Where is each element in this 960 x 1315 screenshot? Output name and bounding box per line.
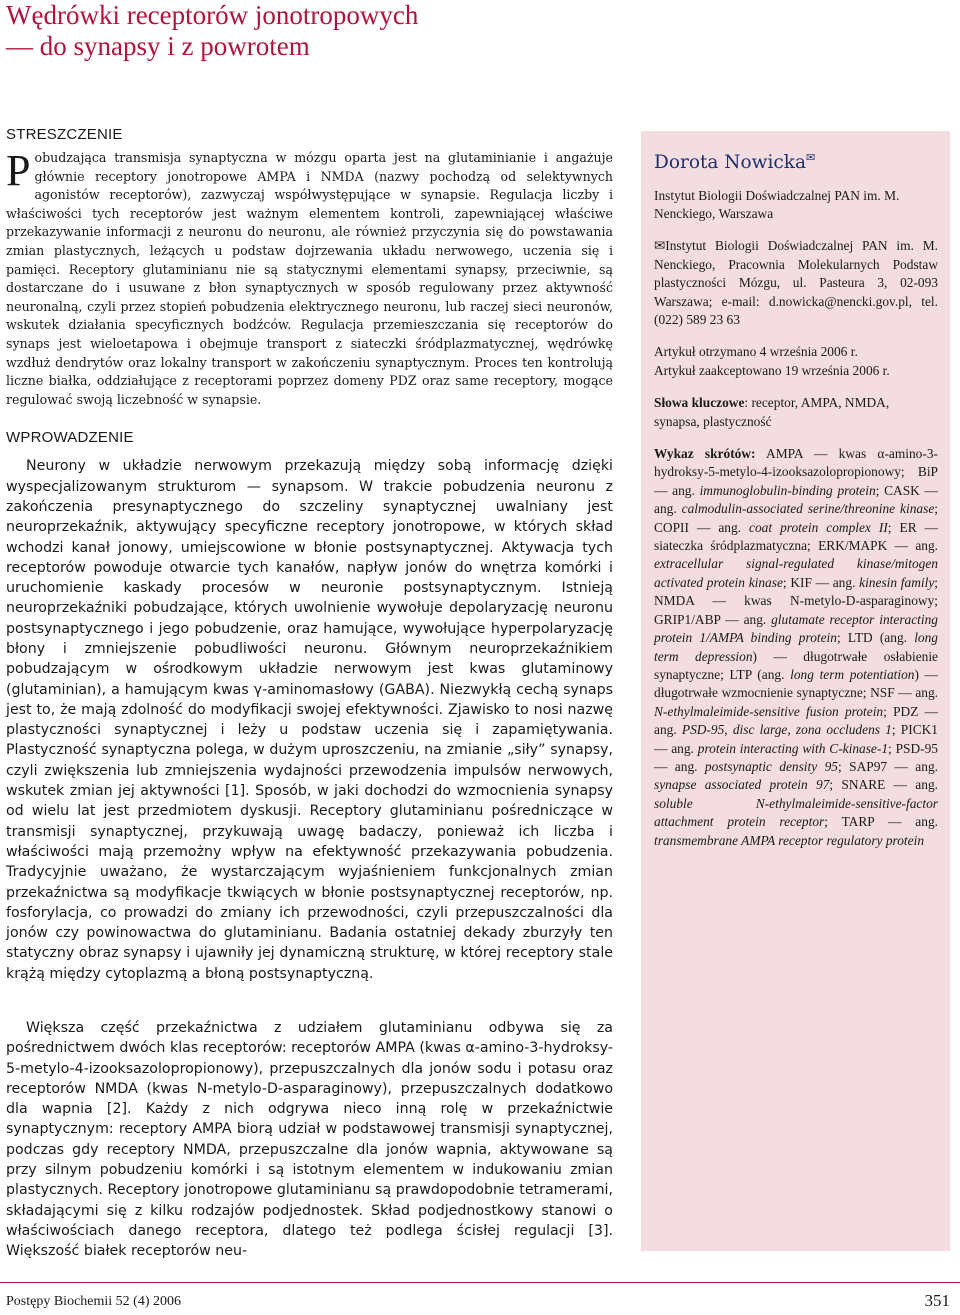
intro-paragraph-2: Większa część przekaźnictwa z udziałem glutaminianu odbywa się za pośrednictwem dwóch klas receptorów: receptorów AMPA (kwas α-amino-3-hydroksy-5-metylo-4-izooksazolopropionowy), przepuszczalnych dla jonów sodu i potasu oraz receptorów NMDA (kwas N-metylo-D-asparaginowy), przepuszczalnych dodatkowo dla wapnia [2]. Każdy z nich odgrywa nieco inną rolę w przekaźnictwie synaptycznym: receptory AMPA biorą udział w podstawowej transmisji synaptycznej, podczas gdy receptory NMDA, przepuszczalne dla jonów wapnia, aktywowane są przy silnym pobudzeniu komórki i są istotnym elementem w indukowaniu zmian plastycznych. Receptory jonotropowe glutaminianu są prawdopodobnie tetramerami, składającymi się z kilku rodzajów podjednostek. Skład podjednostkowy stanowi o właściwościach danego receptora, dlatego też podlega ścisłej regulacji [3]. Większość białek receptorów neu- bbox=[6, 1020, 613, 1260]
page-footer bbox=[0, 1282, 960, 1315]
envelope-icon-small: ✉ bbox=[654, 238, 666, 254]
keywords: Słowa kluczowe: receptor, AMPA, NMDA, synapsa, plastyczność bbox=[654, 395, 890, 429]
abbreviations: Wykaz skrótów: AMPA — kwas α-amino-3-hydroksy-5-metylo-4-izooksazolopropionowy; BiP — ang. immunoglobulin-binding protein; CASK — ang. calmodulin-associated serine/threonine kinase; COPII — ang. coat protein complex II; ER — siateczka śródplazmatyczna; ERK/MAPK — ang. extracellular signal-regulated kinase/mitogen activated protein kinase; KIF — ang. kinesin family; NMDA — kwas N-metylo-D-asparaginowy; GRIP1/ABP — ang. glutamate receptor interacting protein 1/AMPA binding protein; LTD (ang. long term depression) — długotrwałe osłabienie synaptyczne; LTP (ang. long term potentiation) — długotrwałe wzmocnienie synaptyczne; NSF — ang. N-ethylmaleimide-sensitive fusion protein; PDZ — ang. PSD-95, disc large, zona occludens 1; PICK1 — ang. protein interacting with C-kinase-1; PSD-95 — ang. postsynaptic density 95; SAP97 — ang. synapse associated protein 97; SNARE — ang. soluble N-ethylmaleimide-sensitive-factor attachment protein receptor; TARP — ang. transmembrane AMPA receptor regulatory protein bbox=[654, 446, 939, 848]
abstract-body: obudzająca transmisja synaptyczna w mózgu oparta jest na glutaminianie i angażuje głównie receptory jonotropowe AMPA i NMDA (nazwy pochodzą od selektywnych agonistów receptorów), zazwyczaj współwystępujące w synapsie. Regulacja liczby i właściwości tych receptorów jest ważnym elementem kontroli, zapewniającej właściwe przekazywanie informacji z neuronu do neuronu, ale również przyczynia się do powstawania zmian plastycznych, leżących u podstaw dojrzewania układu nerwowego, uczenia się i pamięci. Receptory glutaminianu nie są statycznymi elementami synapsy, przeciwnie, są dostarczane do i usuwane z błon synaptycznych w sposób regulowany przez aktywność neuronalną, czyli przez stopień pobudzenia elektrycznego neuronu, lub raczej sieci neuronów, wskutek działania specyficznych bodźców. Regulacja przemieszczania się receptorów do synaps jest wieloetapowa i obejmuje transport z siateczki śródplazmatycznej, wędrówkę wzdłuż dendrytów oraz lokalny transport w zakończeniu synaptycznym. Proces ten kontrolują liczne białka, oddziałujące z receptorami poprzez domeny PDZ oraz same receptory, mogące regulować swoją liczebność w synapsie. bbox=[6, 150, 613, 407]
title-line-1: Wędrówki receptorów jonotropowych bbox=[6, 0, 419, 30]
page-number: 351 bbox=[924, 1291, 950, 1310]
article-dates bbox=[654, 343, 938, 380]
author-name: Dorota Nowicka✉ bbox=[654, 151, 816, 174]
drop-cap: P bbox=[6, 146, 31, 195]
sidebar-box bbox=[641, 131, 950, 1251]
title-line-2: — do synapsy i z powrotem bbox=[6, 31, 310, 61]
intro-heading: WPROWADZENIE bbox=[6, 429, 134, 447]
abstract-text bbox=[6, 146, 613, 409]
intro-continued bbox=[6, 1018, 613, 1262]
affiliation-2: ✉Instytut Biologii Doświadczalnej PAN im. M. Nenckiego, Pracownia Molekularnych Podstaw plastyczności Mózgu, ul. Pasteura 3, 02-093 Warszawa; e-mail: d.nowicka@nencki.gov.pl, tel. (022) 589 23 63 bbox=[654, 238, 938, 327]
affiliation-1: Instytut Biologii Doświadczalnej PAN im. M. Nenckiego, Warszawa bbox=[654, 187, 900, 221]
envelope-icon: ✉ bbox=[805, 151, 816, 164]
article-title bbox=[6, 0, 606, 62]
received-date: Artykuł otrzymano 4 września 2006 r. bbox=[654, 344, 858, 360]
intro-paragraph-1: Neurony w układzie nerwowym przekazują między sobą informację dzięki wyspecjalizowanym strukturom — synapsom. W trakcie pobudzenia neuronu z zakończenia presynaptycznego do szczeliny synaptycznej uwalniany jest neuroprzekaźnik, aktywujący specyficzne receptory jonotropowe, w których skład wchodzi kanał jonowy, umiejscowione w błonie postsynaptycznej. Aktywacja tych receptorów powoduje otwarcie tych kanałów, napływ jonów do wnętrza komórki i uruchomienie kaskady procesów w neuronie postsynaptycznym. Istnieją neuroprzekaźniki pobudzające, których uwolnienie wywołuje depolaryzację neuronu postsynaptycznego i jego pobudzenie, oraz hamujące, wywołujące hyperpolaryzację błony i zmniejszenie pobudliwości neuronu. Głównym neuroprzekaźnikiem pobudzającym w ośrodkowym układzie nerwowym jest kwas glutaminowy (glutaminian), a hamującym kwas γ-aminomasłowy (GABA). Niezwykłą cechą synaps jest to, że mają zdolność do modyfikacji swojej efektywności. Zjawisko to nosi nazwę plastyczności synaptycznej i leży u podstaw uczenia się i zapamiętywania. Plastyczność synaptyczna polega, w dużym uproszczeniu, na zmianie „siły” synapsy, czyli zwiększenia lub zmniejszenia wydajności przewodzenia impulsów nerwowych, wskutek zmian jej aktywności [1]. Sposób, w jaki dochodzi do wzmocnienia synapsy od wielu lat jest przedmiotem dyskusji. Receptory glutaminianu pośredniczące w transmisji synaptycznej, przykuwają uwagę badaczy, ponieważ ich liczba i właściwości mają przemożny wpływ na efektywność przekazywania pobudzenia. Tradycyjnie uważano, że wystarczającym wyjaśnieniem funkcjonalnych zmian przekaźnictwa są modyfikacje tkwiących w błonie postsynaptycznej receptorów, np. fosforylacja, co prowadzi do zmiany ich przewodności, czyli przepuszczalności dla jonów czy powinowactwa do glutaminianu. Badania ostatniej dekady zburzyły ten statyczny obraz synapsy i ujawniły jej dynamiczną strukturę, w której receptory stale krążą między cytoplazmą a błoną postsynaptyczną. bbox=[6, 458, 613, 982]
accepted-date: Artykuł zaakceptowano 19 września 2006 r. bbox=[654, 362, 890, 378]
main-column bbox=[6, 126, 613, 984]
intro-text bbox=[6, 456, 613, 984]
journal-citation: Postępy Biochemii 52 (4) 2006 bbox=[6, 1294, 181, 1309]
abstract-heading: STRESZCZENIE bbox=[6, 126, 123, 143]
